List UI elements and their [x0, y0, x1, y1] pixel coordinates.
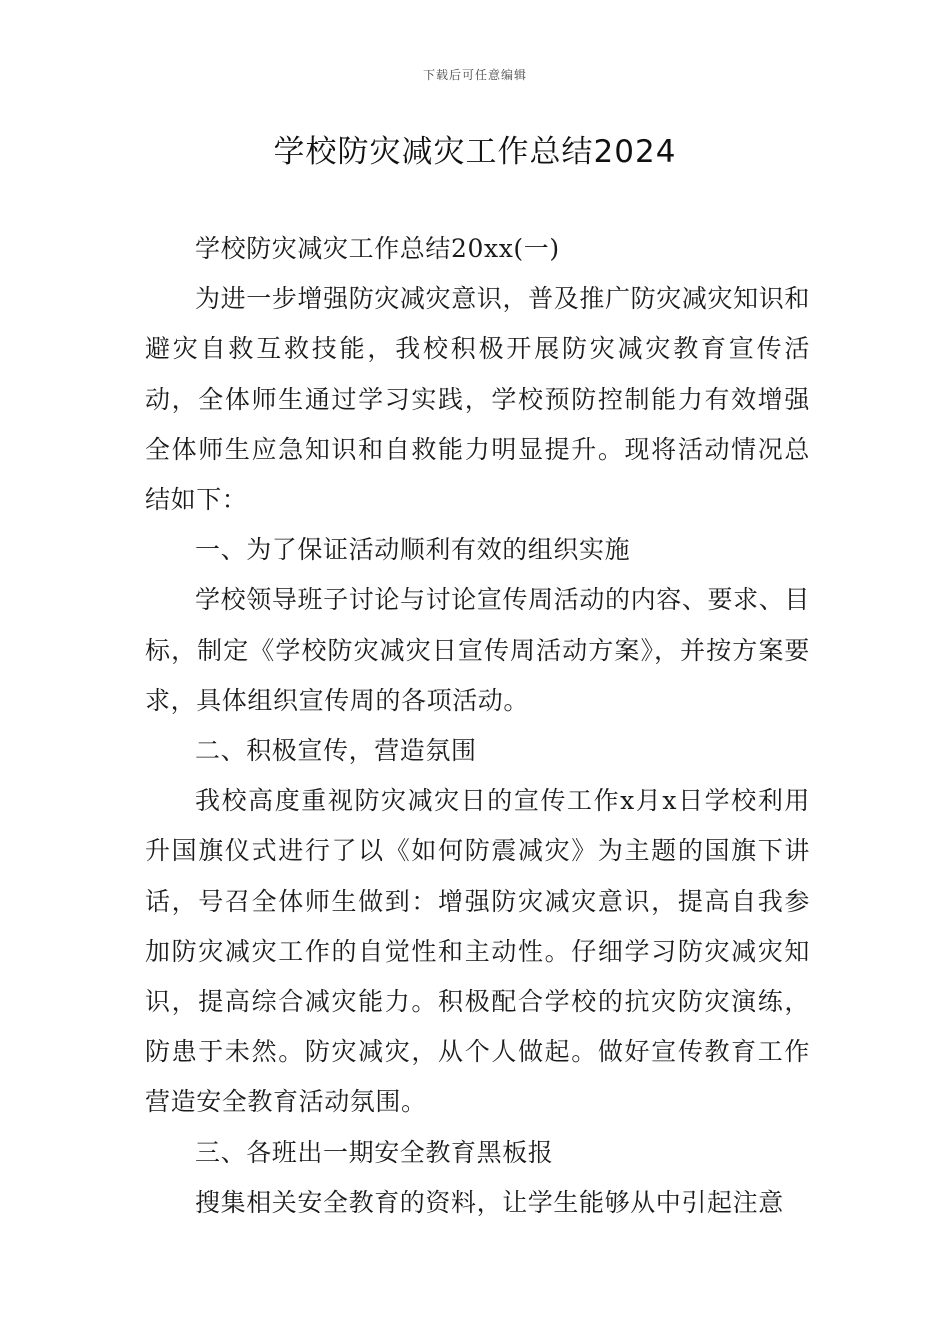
section-heading-2: 二、积极宣传，营造氛围 — [195, 736, 477, 766]
paragraph-section-2: 我校高度重视防灾减灾日的宣传工作x月x日学校利用升国旗仪式进行了以《如何防震减灾》为主题的国旗下讲话，号召全体师生做到：增强防灾减灾意识，提高自我参加防灾减灾工作的自觉性和主动性。仔细学习防灾减灾知识，提高综合减灾能力。积极配合学校的抗灾防灾演练，防患于未然。防灾减灾，从个人做起。做好宣传教育工作营造安全教育活动氛围。 — [145, 786, 810, 1117]
section-heading-3: 三、各班出一期安全教育黑板报 — [195, 1137, 554, 1167]
paragraph-intro: 为进一步增强防灾减灾意识，普及推广防灾减灾知识和避灾自救互救技能，我校积极开展防灾减灾教育宣传活动，全体师生通过学习实践，学校预防控制能力有效增强全体师生应急知识和自救能力明显提升。现将活动情况总结如下： — [145, 284, 810, 515]
document-body — [145, 224, 810, 1228]
section-heading-1: 一、为了保证活动顺利有效的组织实施 — [195, 535, 631, 565]
paragraph-section-3: 搜集相关安全教育的资料，让学生能够从中引起注意 — [195, 1187, 784, 1217]
paragraph-section-1: 学校领导班子讨论与讨论宣传周活动的内容、要求、目标，制定《学校防灾减灾日宣传周活动方案》，并按方案要求，具体组织宣传周的各项活动。 — [145, 585, 810, 715]
document-title: 学校防灾减灾工作总结2024 — [273, 134, 677, 170]
header-note: 下载后可任意编辑 — [422, 68, 527, 82]
paragraph-subtitle: 学校防灾减灾工作总结20xx(一) — [195, 234, 560, 263]
